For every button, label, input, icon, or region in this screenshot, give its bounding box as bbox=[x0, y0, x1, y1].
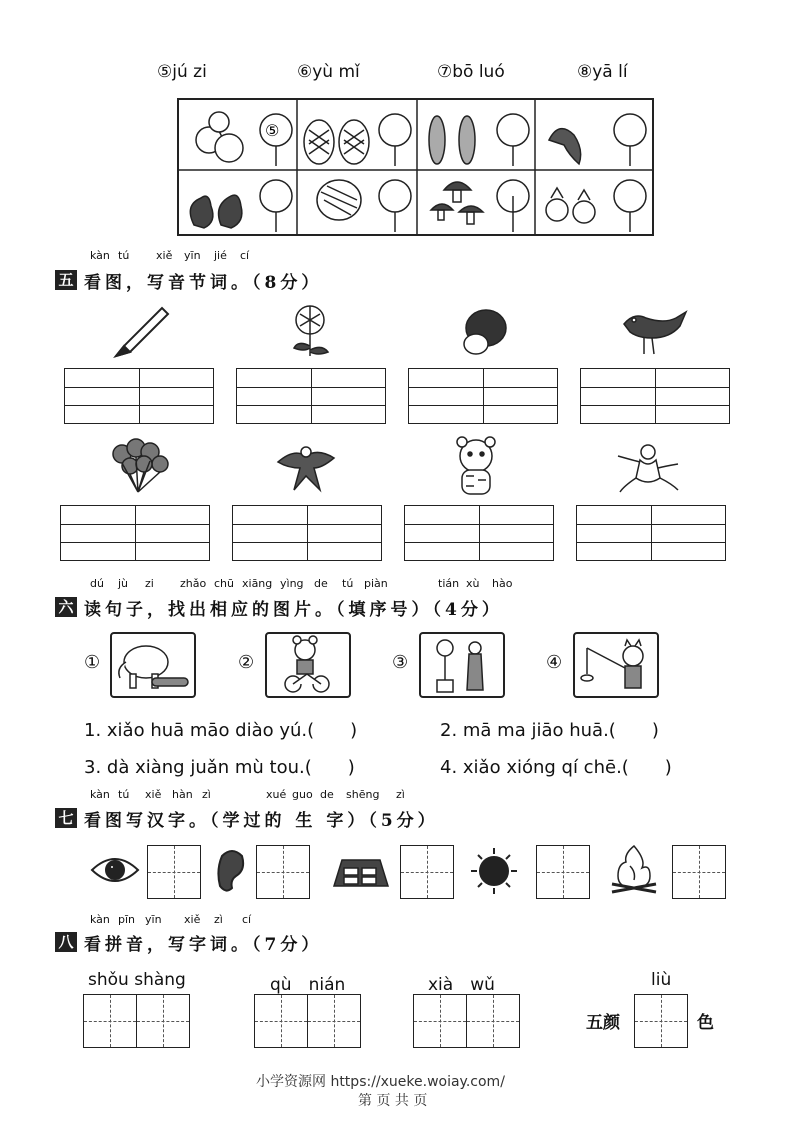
cabbage-picture bbox=[458, 304, 510, 358]
sec8-title: 看拼音，写字词。（7分） bbox=[84, 935, 323, 955]
sec6-pinyin-tu: tú bbox=[342, 577, 354, 590]
sec6-title: 读句子，找出相应的图片。（填序号）（4分） bbox=[84, 600, 503, 620]
sec8-pinyin-xie: xiě bbox=[184, 913, 201, 926]
sec5-pinyin-xie: xiě bbox=[156, 249, 173, 262]
tian-box-3[interactable] bbox=[400, 845, 454, 899]
sec5-title: 看图，写音节词。（8分） bbox=[84, 273, 323, 293]
write-table-5[interactable] bbox=[60, 505, 210, 561]
tiger-picture bbox=[452, 436, 502, 498]
eye-icon bbox=[88, 850, 142, 890]
sec6-pinyin-du: dú bbox=[90, 577, 104, 590]
tian-box-1[interactable] bbox=[147, 845, 201, 899]
question-4: 4. xiǎo xióng qí chē.( ) bbox=[440, 757, 672, 778]
write-table-7[interactable] bbox=[404, 505, 554, 561]
sec6-pinyin-zhao: zhǎo bbox=[180, 577, 207, 590]
sec6-pinyin-xiang: xiāng bbox=[242, 577, 273, 590]
question-1: 1. xiǎo huā māo diào yú.( ) bbox=[84, 720, 358, 741]
sec7-pinyin-zi2: zì bbox=[396, 788, 405, 801]
chrysanthemum-picture bbox=[286, 302, 336, 360]
sec6-pinyin-ju: jù bbox=[118, 577, 129, 590]
word-pinyin-2: qù nián bbox=[270, 975, 346, 995]
word-prefix: 五颜 bbox=[586, 1013, 620, 1033]
question-2: 2. mā ma jiāo huā.( ) bbox=[440, 720, 659, 741]
write-table-6[interactable] bbox=[232, 505, 382, 561]
write-table-8[interactable] bbox=[576, 505, 726, 561]
swallow-picture bbox=[274, 438, 338, 496]
question-3: 3. dà xiàng juǎn mù tou.( ) bbox=[84, 757, 355, 778]
sec7-pinyin-tu: tú bbox=[118, 788, 130, 801]
bear-bike-picture bbox=[265, 632, 351, 698]
label-orange: ⑤jú zi bbox=[157, 62, 207, 82]
sec6-badge: 六 bbox=[55, 597, 77, 617]
tian-box-5[interactable] bbox=[672, 845, 726, 899]
sec5-pinyin-jie: jié bbox=[214, 249, 227, 262]
footer-site: 小学资源网 https://xueke.woiay.com/ bbox=[256, 1074, 505, 1090]
label-pear: ⑧yā lí bbox=[577, 62, 628, 82]
word-box-2a[interactable] bbox=[254, 994, 308, 1048]
sec5-pinyin-ci: cí bbox=[240, 249, 250, 262]
sec8-pinyin-kan: kàn bbox=[90, 913, 110, 926]
pencil-picture bbox=[108, 300, 172, 362]
sec6-pinyin-zi: zi bbox=[145, 577, 154, 590]
sec7-pinyin-xie: xiě bbox=[145, 788, 162, 801]
sec7-pinyin-de: de bbox=[320, 788, 334, 801]
sec6-pinyin-tian: tián bbox=[438, 577, 460, 590]
sec7-pinyin-zi: zì bbox=[202, 788, 211, 801]
sec8-pinyin-pin: pīn bbox=[118, 913, 136, 926]
sec7-pinyin-han: hàn bbox=[172, 788, 193, 801]
word-pinyin-1: shǒu shàng bbox=[88, 970, 186, 990]
sec6-pinyin-ying: yìng bbox=[280, 577, 304, 590]
mom-watering-picture bbox=[419, 632, 505, 698]
fruit-grid-svg bbox=[179, 100, 652, 234]
pic-num-2: ② bbox=[238, 652, 255, 673]
ear-icon bbox=[212, 846, 248, 896]
cat-fishing-picture bbox=[573, 632, 659, 698]
fairy-picture bbox=[614, 438, 684, 496]
sec5-pinyin-tu: tú bbox=[118, 249, 130, 262]
write-table-1[interactable] bbox=[64, 368, 214, 424]
sec6-pinyin-hao: hào bbox=[492, 577, 513, 590]
field-icon bbox=[330, 846, 392, 896]
label-corn: ⑥yù mǐ bbox=[297, 62, 360, 82]
crow-picture bbox=[614, 304, 694, 360]
balloons-picture bbox=[110, 438, 170, 496]
label-pineapple: ⑦bō luó bbox=[437, 62, 505, 82]
sun-icon bbox=[468, 846, 520, 896]
tian-box-2[interactable] bbox=[256, 845, 310, 899]
word-box-1a[interactable] bbox=[83, 994, 137, 1048]
sec7-title: 看图写汉字。（学过的 生 字）（5分） bbox=[84, 811, 439, 831]
sec5-badge: 五 bbox=[55, 270, 77, 290]
sec7-pinyin-kan: kàn bbox=[90, 788, 110, 801]
word-suffix: 色 bbox=[697, 1013, 714, 1033]
sec7-pinyin-sheng: shēng bbox=[346, 788, 380, 801]
elephant-picture bbox=[110, 632, 196, 698]
tian-box-4[interactable] bbox=[536, 845, 590, 899]
fruit-matching-grid bbox=[177, 98, 654, 236]
sec5-pinyin-kan: kàn bbox=[90, 249, 110, 262]
write-table-4[interactable] bbox=[580, 368, 730, 424]
write-table-3[interactable] bbox=[408, 368, 558, 424]
footer-page: 第 页 共 页 bbox=[358, 1093, 428, 1109]
word-box-3a[interactable] bbox=[413, 994, 467, 1048]
sec7-pinyin-xue: xué bbox=[266, 788, 287, 801]
fire-icon bbox=[606, 842, 662, 896]
sec5-pinyin-yin: yīn bbox=[184, 249, 201, 262]
grid-marker: ⑤ bbox=[265, 121, 280, 140]
word-box-1b[interactable] bbox=[136, 994, 190, 1048]
sec6-pinyin-chu: chū bbox=[214, 577, 234, 590]
sec7-pinyin-guo: guo bbox=[292, 788, 313, 801]
sec8-pinyin-ci: cí bbox=[242, 913, 252, 926]
word-box-2b[interactable] bbox=[307, 994, 361, 1048]
write-table-2[interactable] bbox=[236, 368, 386, 424]
word-pinyin-3: xià wǔ bbox=[428, 975, 495, 995]
pic-num-1: ① bbox=[84, 652, 101, 673]
sec6-pinyin-de: de bbox=[314, 577, 328, 590]
sec6-pinyin-xu: xù bbox=[466, 577, 480, 590]
word-pinyin-4: liù bbox=[651, 970, 672, 990]
word-box-3b[interactable] bbox=[466, 994, 520, 1048]
sec8-pinyin-zi: zì bbox=[214, 913, 223, 926]
pic-num-4: ④ bbox=[546, 652, 563, 673]
sec8-badge: 八 bbox=[55, 932, 77, 952]
sec8-pinyin-yin: yīn bbox=[145, 913, 162, 926]
sec6-pinyin-pian: piàn bbox=[364, 577, 388, 590]
pic-num-3: ③ bbox=[392, 652, 409, 673]
word-box-4[interactable] bbox=[634, 994, 688, 1048]
sec7-badge: 七 bbox=[55, 808, 77, 828]
